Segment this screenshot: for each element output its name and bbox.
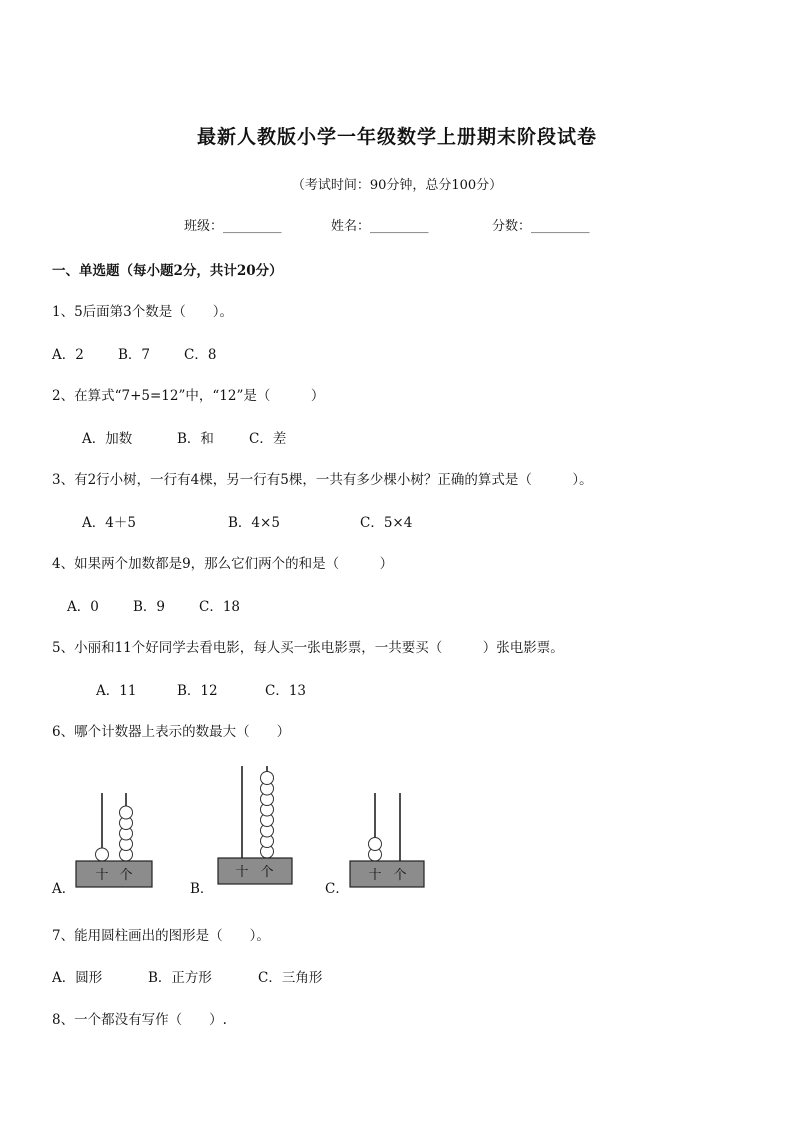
class-field: 班级：_________ — [184, 219, 282, 234]
tens-bead — [369, 838, 382, 851]
q7-option-c: C．三角形 — [258, 970, 323, 986]
q3-option-c: C．5×4 — [360, 515, 413, 531]
exam-subtitle: （考试时间：90分钟，总分100分） — [291, 178, 503, 193]
question-2: 2、在算式“7+5=12”中，“12”是（ ） — [52, 388, 325, 404]
q7-option-b: B．正方形 — [148, 970, 212, 986]
section-heading: 一、单选题（每小题2分，共计20分） — [52, 263, 283, 279]
ones-label: 个 — [119, 868, 133, 883]
q5-option-a: A．11 — [96, 683, 137, 699]
question-3: 3、有2行小树，一行有4棵，另一行有5棵，一共有多少棵小树？正确的算式是（ ）。 — [52, 472, 593, 488]
q4-option-b: B．9 — [133, 599, 166, 615]
question-1: 1、5后面第3个数是（ ）。 — [52, 304, 234, 320]
page-title: 最新人教版小学一年级数学上册期末阶段试卷 — [196, 126, 597, 148]
question-7: 7、能用圆柱画出的图形是（ ）。 — [52, 928, 270, 944]
q1-option-a: A．2 — [52, 347, 84, 363]
q6-option-a: A． — [52, 881, 76, 897]
abacus-base — [350, 861, 424, 887]
q2-option-a: A．加数 — [82, 431, 133, 447]
q7-option-a: A．圆形 — [52, 970, 103, 986]
question-6: 6、哪个计数器上表示的数最大（ ） — [52, 724, 291, 740]
tens-label: 十 — [95, 868, 109, 883]
q5-option-c: C．13 — [265, 683, 307, 699]
score-field: 分数：_________ — [492, 219, 590, 234]
q3-option-b: B．4×5 — [228, 515, 280, 531]
q2-option-c: C．差 — [249, 431, 287, 447]
q5-option-b: B．12 — [177, 683, 218, 699]
q4-option-c: C．18 — [199, 599, 241, 615]
q6-option-c: C． — [325, 881, 349, 897]
q6-option-b: B． — [190, 881, 214, 897]
question-8: 8、一个都没有写作（ ）. — [52, 1012, 227, 1028]
name-field: 姓名：_________ — [331, 219, 429, 234]
q4-option-a: A．0 — [67, 599, 99, 615]
q2-option-b: B．和 — [177, 431, 214, 447]
ones-label: 个 — [393, 868, 407, 883]
tens-label: 十 — [368, 868, 382, 883]
tens-label: 十 — [235, 865, 249, 880]
q1-option-b: B．7 — [118, 347, 151, 363]
ones-label: 个 — [260, 865, 274, 880]
q1-option-c: C．8 — [184, 347, 217, 363]
question-5: 5、小丽和11个好同学去看电影，每人买一张电影票，一共要买（ ）张电影票。 — [52, 640, 564, 656]
question-4: 4、如果两个加数都是9，那么它们两个的和是（ ） — [52, 556, 394, 572]
q3-option-a: A．4＋5 — [82, 515, 136, 531]
